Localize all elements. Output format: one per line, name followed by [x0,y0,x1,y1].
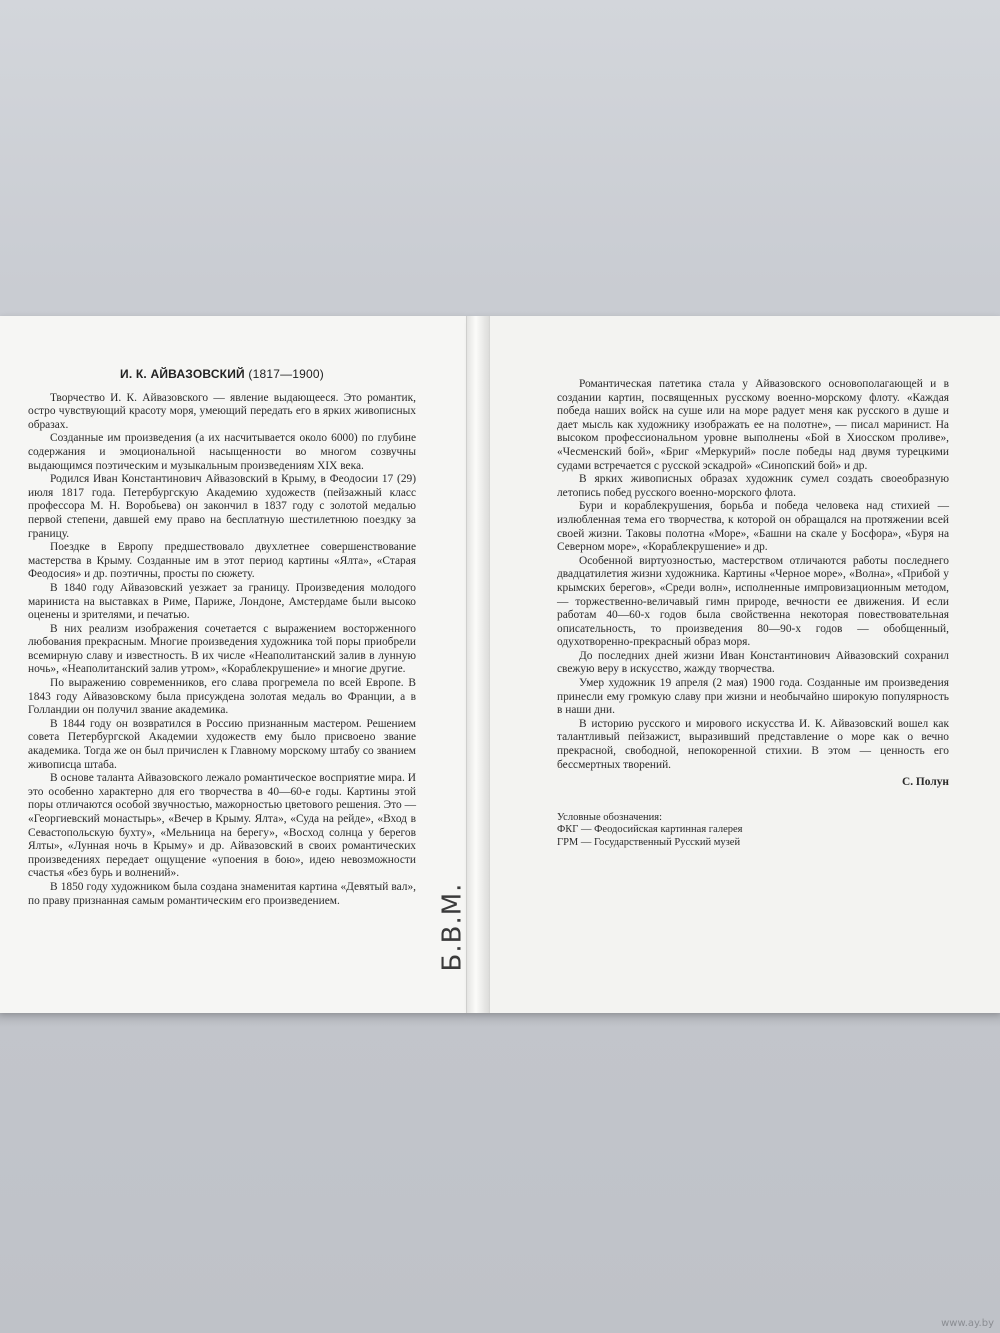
left-column [28,368,416,908]
page-title [28,368,416,382]
paragraph: В 1850 году художником была создана знаменитая картина «Девятый вал», по праву признанная самым романтическим его произведением. [28,880,416,907]
author-signature: С. Полун [902,776,949,789]
legend [557,812,949,850]
right-column [557,378,949,849]
legend-item: ГРМ — Государственный Русский музей [557,836,741,848]
paragraph: Родился Иван Константинович Айвазовский в Крыму, в Феодосии 17 (29) июля 1817 года. Петербургскую Академию художеств (пейзажный класс профессора М. Н. Воробьева) он закончил в 1837 году с золотой медалью первой степени, давшей ему право на бесплатную шестилетнюю поездку за границу. [28,473,416,540]
paragraph: В 1844 году он возвратился в Россию признанным мастером. Решением совета Петербургской Академии художеств ему было присвоено звание академика. Тогда же он был причислен к Главному морскому штабу со званием живописца штаба. [28,717,416,771]
paragraph: Умер художник 19 апреля (2 мая) 1900 года. Созданные им произведения принесли ему громкую славу при жизни и необычайно широкую популярность в наши дни. [557,677,949,717]
paragraph: Романтическая патетика стала у Айвазовского основополагающей и в создании картин, посвященных русскому военно-морскому флоту. «Каждая победа наших войск на суше или на море радует меня как русского в душе и дает мысль как художнику изображать ее на полотне», — писал маринист. На высоком профессиональном уровне выполнены «Бой в Хиосском проливе», «Чесменский бой», «Бриг «Меркурий» после победы над двумя турецкими судами встречается с русской эскадрой» «Синопский бой» и др. [557,378,949,472]
title-dates: (1817—1900) [248,367,324,381]
page-shadow [0,1013,1000,1027]
paragraph: Созданные им произведения (а их насчитывается около 6000) по глубине содержания и эмоциональной насыщенности во многом созвучны выдающимся поэтическим и музыкальным произведениям XIX века. [28,432,416,472]
paragraph: Бури и кораблекрушения, борьба и победа человека над стихией — излюбленная тема его творчества, к которой он обращался на протяжении всей своей жизни. Таковы полотна «Море», «Башни на скале у Босфора», «Буря на Северном море», «Кораблекрушение» и др. [557,500,949,554]
paragraph: В основе таланта Айвазовского лежало романтическое восприятие мира. И это особенно характерно для его творчества в 40—60-е годы. Картины этой поры отличаются особой звучностью, мажорностью цветового решения. Это — «Георгиевский монастырь», «Вечер в Крыму. Ялта», «Суда на рейде», «Вход в Севастопольскую бухту», «Мельница на берегу», «Восход солнца у берегов Ялты», «Лунная ночь в Крыму» и др. Айвазовский в своих романтических произведениях передает ощущение «упоения в бою», идею невозможности счастья «без бурь и волнений». [28,772,416,880]
paragraph: В них реализм изображения сочетается с выражением восторженного любования прекрасным. Многие произведения художника той поры приобрели всемирную славу и известность. В их числе «Неаполитанский залив в лунную ночь», «Неаполитанский залив утром», «Кораблекрушение» и многие другие. [28,622,416,676]
paragraph: Поездке в Европу предшествовало двухлетнее совершенствование мастерства в Крыму. Созданные им в этот период картины «Ялта», «Старая Феодосия» и др. поэтичны, просты по сюжету. [28,541,416,581]
paragraph: В 1840 году Айвазовский уезжает за границу. Произведения молодого мариниста на выставках в Риме, Париже, Лондоне, Амстердаме были высоко оценены и зрителями, и печатью. [28,581,416,622]
paragraph: По выражению современников, его слава прогремела по всей Европе. В 1843 году Айвазовскому была присуждена золотая медаль во Франции, а в Голландии он получил звание академика. [28,677,416,717]
page-fold [466,316,490,1013]
handwritten-note: Б.В.М. [437,882,468,972]
paragraph: Особенной виртуозностью, мастерством отличаются работы последнего двадцатилетия жизни художника. Картины «Черное море», «Волна», «Прибой у крымских берегов», «Среди волн», исполненные импровизационным методом, — торжественно-величавый гимн природе, вечности ее движения. И если работам 40—60-х годов была свойственна некоторая повествовательная описательность, то произведения 80—90-х годов — обобщенный, одухотворенно-прекрасный образ моря. [557,554,949,649]
paragraph: Творчество И. К. Айвазовского — явление выдающееся. Это романтик, остро чувствующий красоту моря, умеющий передать его в ярких живописных образах. [28,391,416,431]
legend-title: Условные обозначения: [557,811,663,823]
paragraph: В ярких живописных образах художник сумел создать своеобразную летопись побед русского военно-морского флота. [557,473,949,499]
watermark: www.ay.by [941,1318,994,1329]
legend-item: ФКГ — Феодосийская картинная галерея [557,824,743,836]
paragraph: В историю русского и мирового искусства И. К. Айвазовский вошел как талантливый пейзажист, выразивший представление о море как о вечно прекрасной, свободной, непокоренной стихии. В этом — ценность его бессмертных творений. [557,717,949,771]
paragraph: До последних дней жизни Иван Константинович Айвазовский сохранил свежую веру в искусство, жажду творчества. [557,649,949,676]
title-name: И. К. АЙВАЗОВСКИЙ [120,367,245,381]
